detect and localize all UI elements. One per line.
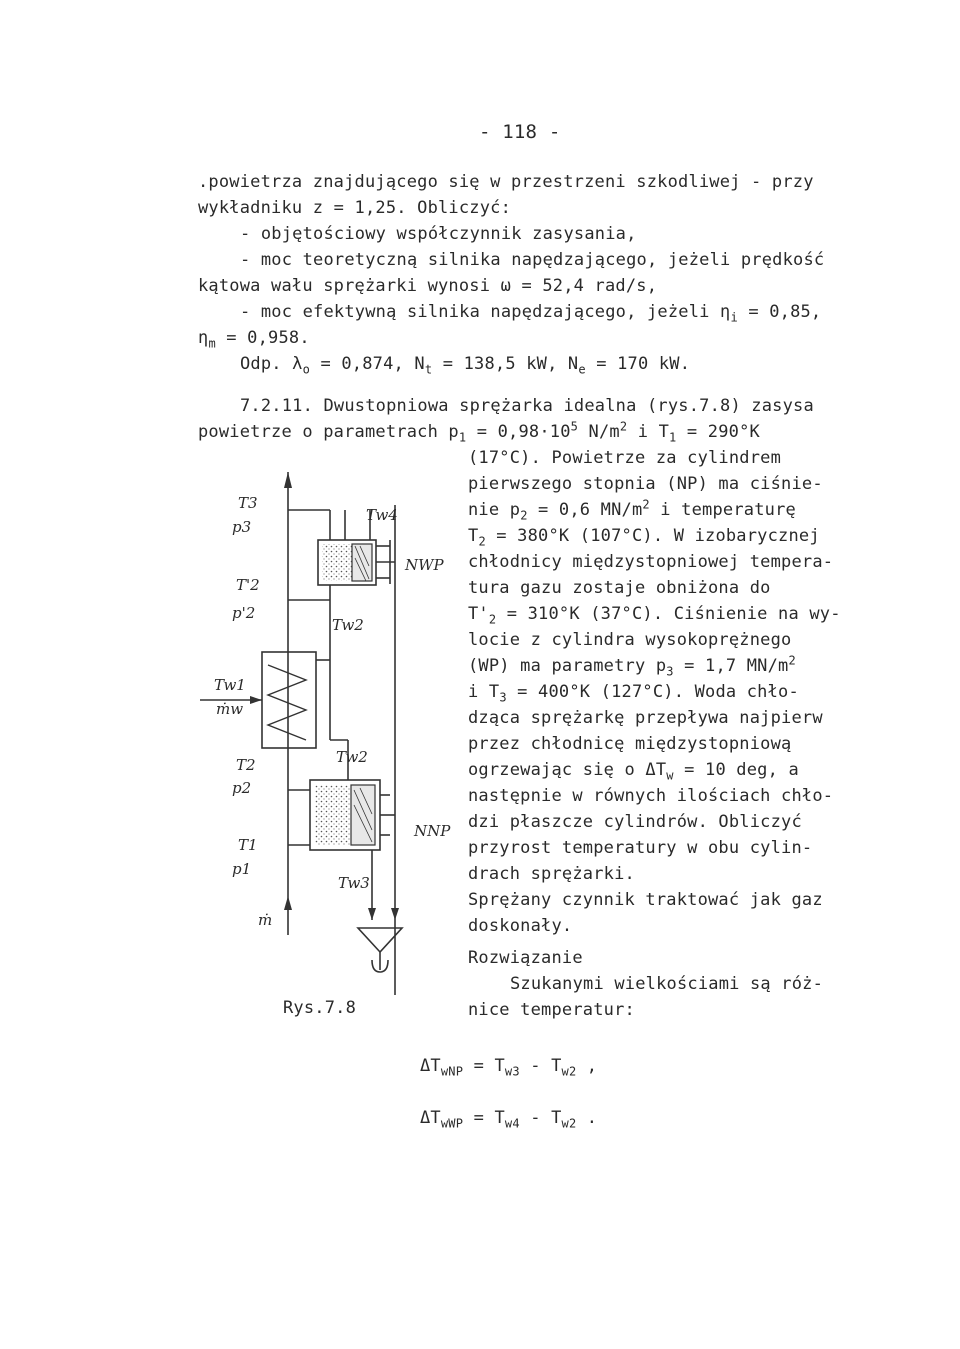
label-mw: ṁw [216, 700, 244, 718]
figure-caption: Rys.7.8 [283, 998, 357, 1018]
problem-line-2: powietrze o parametrach $p_1 = 0,98\cdot 10^5$ $N/m^2$ i $T_1 = 290^\circ K$ [198, 419, 760, 445]
intro-line-3: - objętościowy współczynnik zasysania, [240, 224, 637, 244]
right-line-8: locie z cylindra wysokoprężnego [468, 630, 792, 650]
label-p3: p3 [232, 518, 252, 536]
label-NWP: NWP [405, 556, 444, 574]
intro-line-6: - moc efektywną silnika napędzającego, jeżeli $\eta_i = 0,85$, [240, 302, 822, 325]
intro-line-1: .powietrza znajdującego się w przestrzeni szkodliwej - przy [198, 172, 814, 192]
label-T1: T1 [238, 836, 258, 854]
right-line-16: przyrost temperatury w obu cylin- [468, 838, 813, 858]
label-p1: p1 [232, 860, 252, 878]
label-Tw2-top: Tw2 [332, 616, 364, 634]
label-Tw1: Tw1 [214, 676, 246, 694]
inlet-arrow-icon [284, 896, 292, 910]
outlet-arrow-icon [284, 472, 292, 488]
intro-line-5: kątowa wału sprężarki wynosi ω = 52,4 rad/s, [198, 276, 658, 296]
right-line-11: dząca sprężarkę przepływa najpierw [468, 708, 823, 728]
right-line-17: drach sprężarki. [468, 864, 635, 884]
page-number: - 118 - [479, 121, 561, 143]
right-line-10: i $T_3 = 400^\circ K$ (127°C). Woda chło- [468, 682, 799, 705]
solution-line-2: nice temperatur: [468, 1000, 635, 1020]
label-p2: p2 [232, 779, 252, 797]
right-line-15: dzi płaszcze cylindrów. Obliczyć [468, 812, 802, 832]
label-Tw3: Tw3 [338, 874, 370, 892]
right-line-9: (WP) ma parametry $p_3 = 1,7$ $MN/m^2$ [468, 653, 796, 679]
right-line-13: ogrzewając się o $\Delta T_w = 10$ deg, a [468, 760, 799, 783]
answer-line: Odp. $\lambda_o = 0,874$, $N_t = 138,5$ kW, $N_e = 170$ kW. [240, 354, 691, 377]
label-p2p: p'2 [232, 604, 256, 622]
label-T3: T3 [238, 494, 258, 512]
water-arrow-icon [250, 696, 262, 704]
right-line-19: doskonały. [468, 916, 573, 936]
intro-line-4: - moc teoretyczną silnika napędzającego, jeżeli prędkość [240, 250, 825, 270]
right-line-5: chłodnicy międzystopniowej tempera- [468, 552, 834, 572]
solution-heading: Rozwiązanie [468, 948, 583, 968]
intro-line-2: wykładniku z = 1,25. Obliczyć: [198, 198, 512, 218]
label-Tw4: Tw4 [366, 506, 398, 524]
equation-np: $\Delta T_{wNP} = T_{w3} - T_{w2}$ , [420, 1056, 598, 1079]
right-line-14: następnie w równych ilościach chło- [468, 786, 834, 806]
right-line-6: tura gazu zostaje obniżona do [468, 578, 771, 598]
label-NNP: NNP [414, 822, 451, 840]
label-T2p: T'2 [236, 576, 260, 594]
right-line-12: przez chłodnicę międzystopniową [468, 734, 792, 754]
equation-wp: $\Delta T_{wWP} = T_{w4} - T_{w2}$ . [420, 1108, 598, 1131]
right-line-2: pierwszego stopnia (NP) ma ciśnie- [468, 474, 823, 494]
right-line-4: $T_2 = 380^\circ K$ (107°C). W izobarycznej [468, 526, 820, 549]
label-T2: T2 [236, 756, 256, 774]
right-line-1: (17°C). Powietrze za cylindrem [468, 448, 782, 468]
label-Tw2-bottom: Tw2 [336, 748, 368, 766]
right-line-7: $T'_2 = 310^\circ K$ (37°C). Ciśnienie na wy- [468, 604, 841, 627]
solution-line-1: Szukanymi wielkościami są róż- [510, 974, 824, 994]
right-line-3: nie $p_2 = 0,6$ $MN/m^2$ i temperaturę [468, 497, 796, 523]
problem-heading: 7.2.11. Dwustopniowa sprężarka idealna (rys.7.8) zasysa [240, 396, 814, 416]
right-line-18: Sprężany czynnik traktować jak gaz [468, 890, 823, 910]
intro-line-7: $\eta_m = 0,958$. [198, 328, 310, 351]
label-m: ṁ [258, 911, 273, 929]
